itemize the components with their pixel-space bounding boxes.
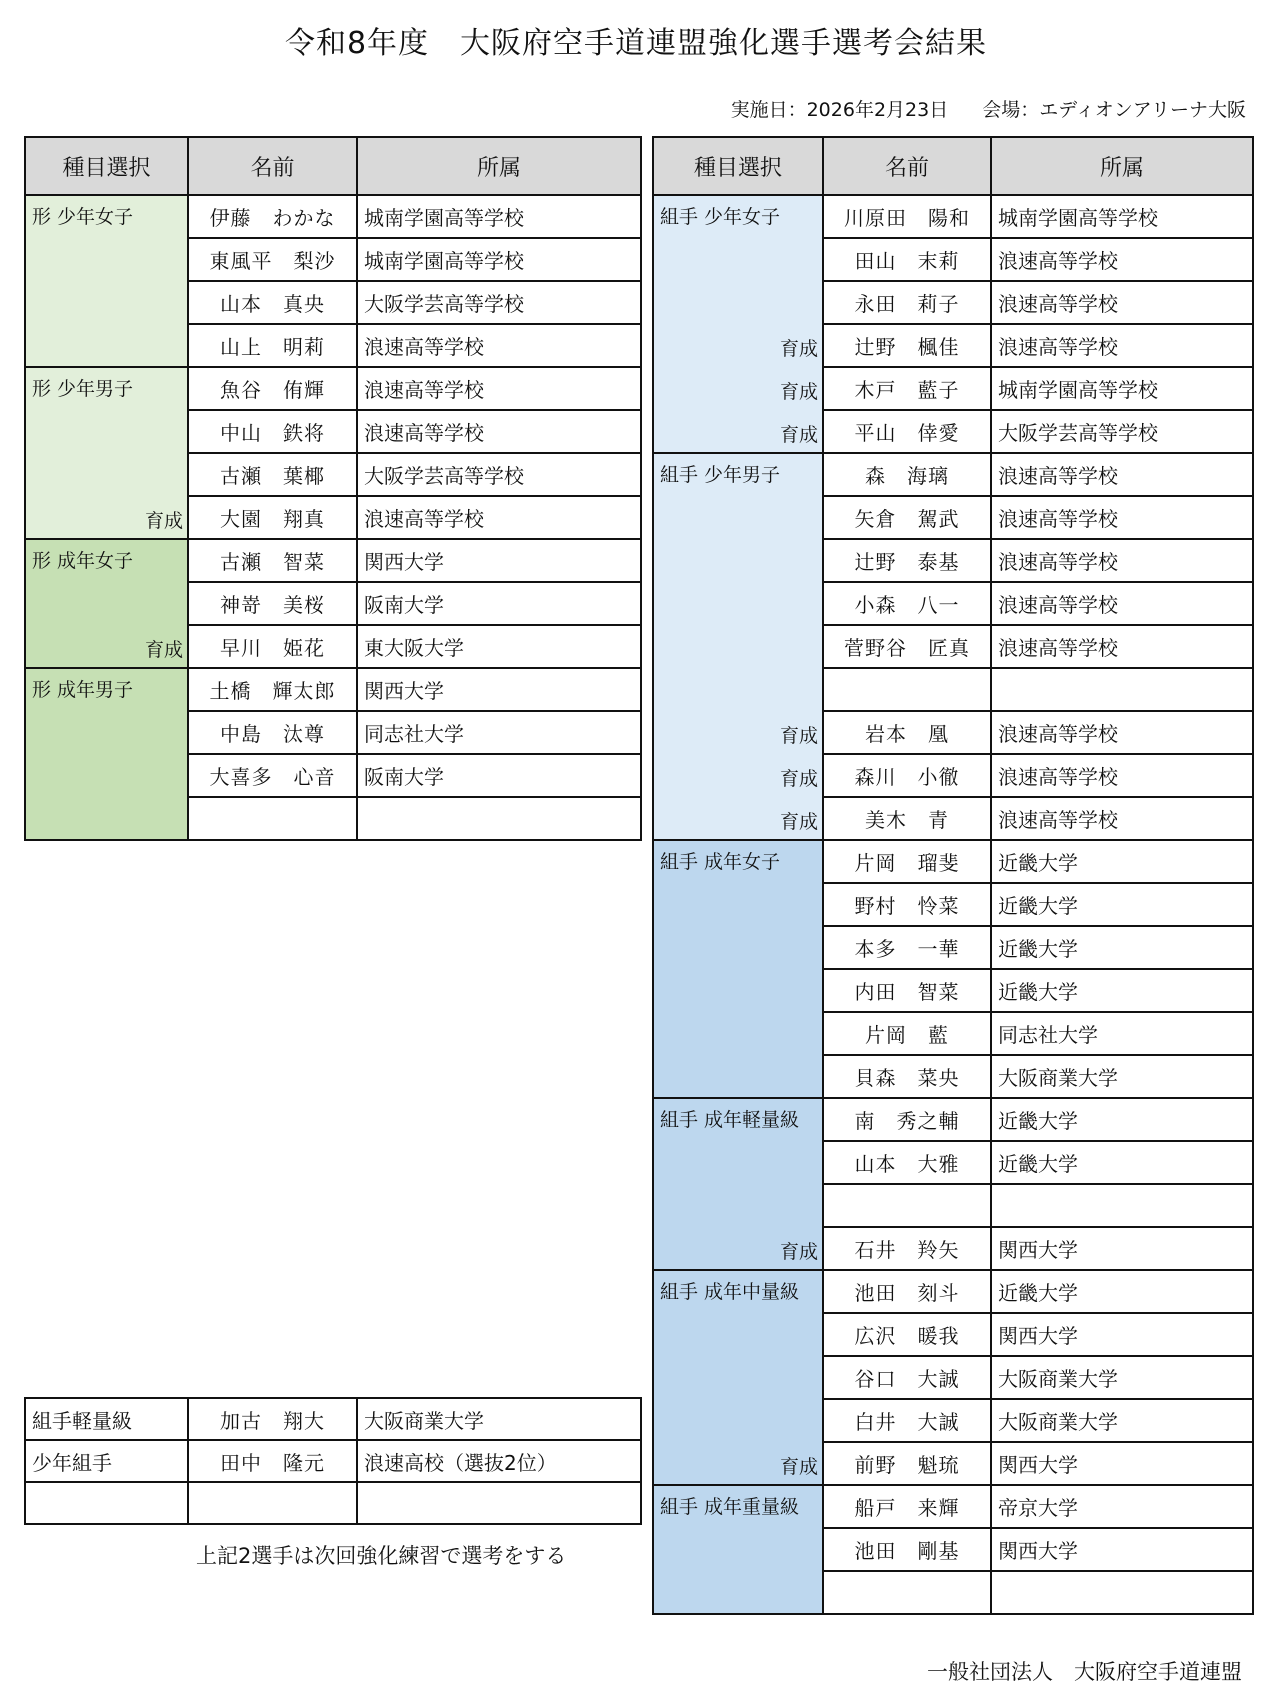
athlete-name: 前野 魁琉 xyxy=(823,1442,991,1485)
athlete-affiliation: 帝京大学 xyxy=(991,1485,1253,1528)
header-affiliation: 所属 xyxy=(991,137,1253,195)
athlete-affiliation: 浪速高等学校 xyxy=(991,539,1253,582)
athlete-affiliation: 大阪学芸高等学校 xyxy=(357,453,641,496)
athlete-name: 矢倉 駕武 xyxy=(823,496,991,539)
athlete-affiliation: 浪速高等学校 xyxy=(991,496,1253,539)
athlete-name: 大喜多 心音 xyxy=(188,754,357,797)
pending-selection-table xyxy=(24,1397,642,1525)
athlete-affiliation: 浪速高等学校 xyxy=(991,754,1253,797)
athlete-affiliation: 大阪商業大学 xyxy=(991,1055,1253,1098)
athlete-affiliation: 浪速高等学校 xyxy=(991,797,1253,840)
header-name: 名前 xyxy=(188,137,357,195)
athlete-name: 木戸 藍子 xyxy=(823,367,991,410)
athlete-name: 本多 一華 xyxy=(823,926,991,969)
athlete-name: 片岡 藍 xyxy=(823,1012,991,1055)
category-cell xyxy=(653,1270,823,1485)
extra-category: 少年組手 xyxy=(25,1440,188,1482)
athlete-affiliation: 城南学園高等学校 xyxy=(357,195,641,238)
table-row xyxy=(653,1098,1253,1141)
athlete-affiliation: 城南学園高等学校 xyxy=(991,367,1253,410)
header-affiliation: 所属 xyxy=(357,137,641,195)
athlete-name: 早川 姫花 xyxy=(188,625,357,668)
athlete-affiliation: 近畿大学 xyxy=(991,969,1253,1012)
athlete-name: 大園 翔真 xyxy=(188,496,357,539)
athlete-name: 山上 明莉 xyxy=(188,324,357,367)
category-cell xyxy=(653,195,823,453)
table-row xyxy=(653,1485,1253,1528)
event-venue: 会場：エディオンアリーナ大阪 xyxy=(982,99,1246,121)
header-name: 名前 xyxy=(823,137,991,195)
athlete-name: 辻野 楓佳 xyxy=(823,324,991,367)
athlete-name xyxy=(823,668,991,711)
category-cell xyxy=(653,840,823,1098)
category-label: 形 少年男子 xyxy=(32,378,134,400)
athlete-name: 菅野谷 匠真 xyxy=(823,625,991,668)
ikusei-label: 育成 xyxy=(779,1456,818,1478)
ikusei-label: 育成 xyxy=(779,1241,818,1263)
table-row xyxy=(653,1270,1253,1313)
category-label: 組手 少年男子 xyxy=(660,464,781,486)
category-label: 形 成年男子 xyxy=(32,679,134,701)
athlete-affiliation: 近畿大学 xyxy=(991,926,1253,969)
athlete-name xyxy=(823,1184,991,1227)
athlete-affiliation: 浪速高等学校 xyxy=(991,625,1253,668)
table-row xyxy=(25,539,641,582)
athlete-name: 神嵜 美桜 xyxy=(188,582,357,625)
athlete-affiliation xyxy=(991,668,1253,711)
ikusei-label: 育成 xyxy=(144,639,183,661)
athlete-affiliation: 関西大学 xyxy=(357,539,641,582)
ikusei-label: 育成 xyxy=(779,338,818,360)
athlete-affiliation: 阪南大学 xyxy=(357,582,641,625)
category-label: 組手 成年中量級 xyxy=(660,1281,800,1303)
header-category: 種目選択 xyxy=(653,137,823,195)
athlete-affiliation: 浪速高校（選抜2位） xyxy=(357,1440,641,1482)
ikusei-label: 育成 xyxy=(144,510,183,532)
athlete-affiliation: 大阪商業大学 xyxy=(991,1356,1253,1399)
athlete-affiliation: 関西大学 xyxy=(357,668,641,711)
table-row xyxy=(25,1482,641,1524)
athlete-affiliation xyxy=(991,1571,1253,1614)
athlete-name: 小森 八一 xyxy=(823,582,991,625)
athlete-name: 山本 大雅 xyxy=(823,1141,991,1184)
athlete-affiliation: 近畿大学 xyxy=(991,1098,1253,1141)
ikusei-label: 育成 xyxy=(779,811,818,833)
athlete-name: 池田 刻斗 xyxy=(823,1270,991,1313)
athlete-name: 永田 莉子 xyxy=(823,281,991,324)
selection-note: 上記2選手は次回強化練習で選考をする xyxy=(196,1544,567,1568)
athlete-name xyxy=(188,1482,357,1524)
event-info xyxy=(731,95,1246,122)
athlete-name: 船戸 来輝 xyxy=(823,1485,991,1528)
category-label: 形 成年女子 xyxy=(32,550,134,572)
athlete-affiliation: 大阪商業大学 xyxy=(357,1398,641,1440)
athlete-name: 内田 智菜 xyxy=(823,969,991,1012)
table-row xyxy=(653,840,1253,883)
athlete-name: 土橋 輝太郎 xyxy=(188,668,357,711)
athlete-affiliation: 大阪学芸高等学校 xyxy=(357,281,641,324)
athlete-name: 川原田 陽和 xyxy=(823,195,991,238)
category-cell xyxy=(25,668,188,840)
extra-category xyxy=(25,1482,188,1524)
athlete-affiliation: 浪速高等学校 xyxy=(991,582,1253,625)
athlete-name: 田中 隆元 xyxy=(188,1440,357,1482)
athlete-affiliation: 近畿大学 xyxy=(991,1141,1253,1184)
table-row xyxy=(25,1440,641,1482)
athlete-affiliation: 浪速高等学校 xyxy=(991,711,1253,754)
athlete-affiliation: 同志社大学 xyxy=(991,1012,1253,1055)
kumite-results-table xyxy=(652,136,1254,1615)
category-cell xyxy=(25,367,188,539)
athlete-name: 中島 汰尊 xyxy=(188,711,357,754)
athlete-name: 片岡 瑠斐 xyxy=(823,840,991,883)
athlete-name: 伊藤 わかな xyxy=(188,195,357,238)
category-cell xyxy=(653,453,823,840)
athlete-affiliation xyxy=(991,1184,1253,1227)
athlete-name: 東風平 梨沙 xyxy=(188,238,357,281)
athlete-name: 池田 剛基 xyxy=(823,1528,991,1571)
athlete-affiliation: 大阪商業大学 xyxy=(991,1399,1253,1442)
athlete-name: 岩本 凰 xyxy=(823,711,991,754)
category-label: 組手 少年女子 xyxy=(660,206,781,228)
ikusei-label: 育成 xyxy=(779,768,818,790)
category-label: 組手 成年重量級 xyxy=(660,1496,800,1518)
table-row xyxy=(25,1398,641,1440)
kata-results-table xyxy=(24,136,642,841)
athlete-affiliation: 関西大学 xyxy=(991,1528,1253,1571)
athlete-affiliation: 東大阪大学 xyxy=(357,625,641,668)
athlete-affiliation: 浪速高等学校 xyxy=(991,238,1253,281)
athlete-name: 森川 小徹 xyxy=(823,754,991,797)
athlete-name: 石井 羚矢 xyxy=(823,1227,991,1270)
category-cell xyxy=(25,539,188,668)
athlete-name: 古瀬 葉椰 xyxy=(188,453,357,496)
athlete-name: 森 海璃 xyxy=(823,453,991,496)
table-row xyxy=(653,453,1253,496)
athlete-name: 白井 大誠 xyxy=(823,1399,991,1442)
athlete-affiliation: 阪南大学 xyxy=(357,754,641,797)
athlete-affiliation: 関西大学 xyxy=(991,1442,1253,1485)
athlete-affiliation: 浪速高等学校 xyxy=(357,496,641,539)
athlete-affiliation: 関西大学 xyxy=(991,1313,1253,1356)
athlete-affiliation: 浪速高等学校 xyxy=(357,324,641,367)
table-row xyxy=(653,195,1253,238)
category-label: 形 少年女子 xyxy=(32,206,134,228)
category-label: 組手 成年女子 xyxy=(660,851,781,873)
ikusei-label: 育成 xyxy=(779,725,818,747)
athlete-affiliation: 大阪学芸高等学校 xyxy=(991,410,1253,453)
athlete-affiliation: 浪速高等学校 xyxy=(357,367,641,410)
ikusei-label: 育成 xyxy=(779,424,818,446)
organization-footer: 一般社団法人 大阪府空手道連盟 xyxy=(927,1660,1242,1684)
athlete-name: 野村 怜菜 xyxy=(823,883,991,926)
athlete-name: 魚谷 侑輝 xyxy=(188,367,357,410)
athlete-affiliation: 近畿大学 xyxy=(991,1270,1253,1313)
athlete-name: 広沢 暖我 xyxy=(823,1313,991,1356)
header-category: 種目選択 xyxy=(25,137,188,195)
athlete-name: 南 秀之輔 xyxy=(823,1098,991,1141)
athlete-affiliation: 近畿大学 xyxy=(991,840,1253,883)
page-title: 令和8年度 大阪府空手道連盟強化選手選考会結果 xyxy=(284,26,988,61)
athlete-name: 辻野 泰基 xyxy=(823,539,991,582)
athlete-affiliation: 浪速高等学校 xyxy=(991,324,1253,367)
athlete-affiliation xyxy=(357,797,641,840)
category-label: 組手 成年軽量級 xyxy=(660,1109,800,1131)
extra-category: 組手軽量級 xyxy=(25,1398,188,1440)
category-cell xyxy=(653,1485,823,1614)
table-row xyxy=(25,195,641,238)
athlete-name xyxy=(823,1571,991,1614)
athlete-name: 平山 倖愛 xyxy=(823,410,991,453)
table-row xyxy=(25,367,641,410)
athlete-name: 美木 青 xyxy=(823,797,991,840)
table-row xyxy=(25,668,641,711)
athlete-affiliation: 同志社大学 xyxy=(357,711,641,754)
athlete-name: 谷口 大誠 xyxy=(823,1356,991,1399)
category-cell xyxy=(25,195,188,367)
event-date: 実施日：2026年2月23日 xyxy=(730,99,949,121)
athlete-name: 古瀬 智菜 xyxy=(188,539,357,582)
athlete-name: 中山 鉄将 xyxy=(188,410,357,453)
athlete-affiliation: 城南学園高等学校 xyxy=(991,195,1253,238)
athlete-name: 加古 翔大 xyxy=(188,1398,357,1440)
athlete-name: 田山 末莉 xyxy=(823,238,991,281)
athlete-affiliation xyxy=(357,1482,641,1524)
category-cell xyxy=(653,1098,823,1270)
athlete-affiliation: 関西大学 xyxy=(991,1227,1253,1270)
athlete-affiliation: 浪速高等学校 xyxy=(357,410,641,453)
athlete-affiliation: 浪速高等学校 xyxy=(991,453,1253,496)
athlete-name: 山本 真央 xyxy=(188,281,357,324)
ikusei-label: 育成 xyxy=(779,381,818,403)
athlete-affiliation: 城南学園高等学校 xyxy=(357,238,641,281)
athlete-affiliation: 近畿大学 xyxy=(991,883,1253,926)
athlete-name: 貝森 菜央 xyxy=(823,1055,991,1098)
athlete-name xyxy=(188,797,357,840)
athlete-affiliation: 浪速高等学校 xyxy=(991,281,1253,324)
